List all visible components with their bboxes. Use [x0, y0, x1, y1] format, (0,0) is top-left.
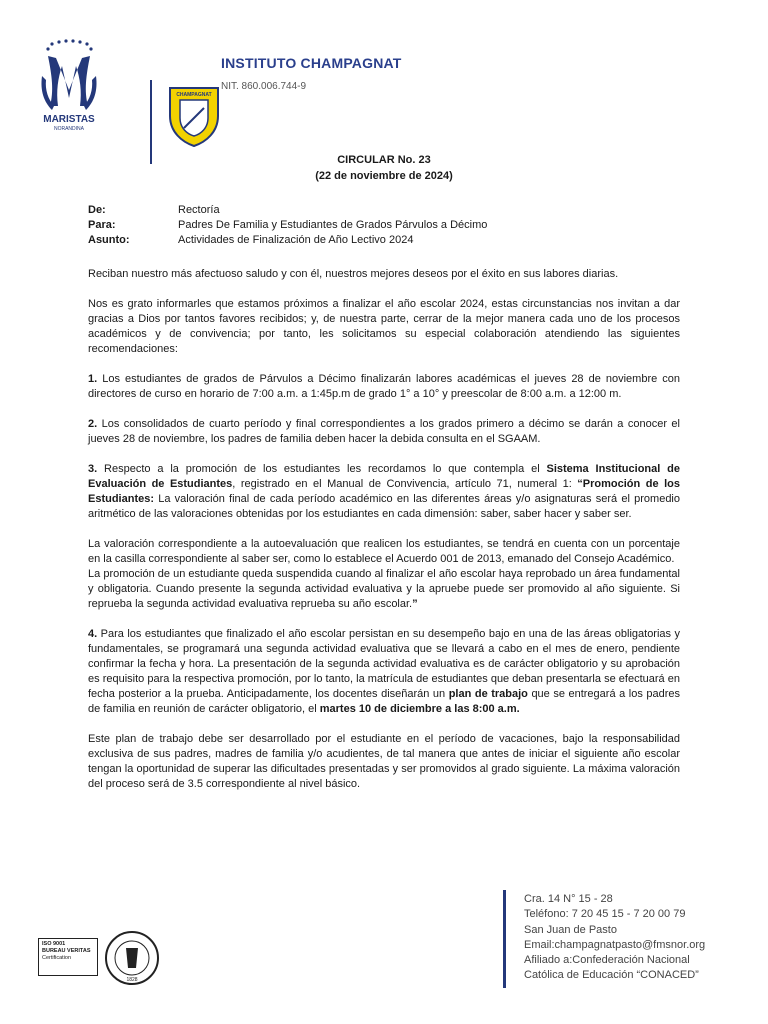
item-2-text: Los consolidados de cuarto período y final correspondientes a los grados primero a décimo se darán a conocer el jueves 28 de noviembre, los padres de familia deben hacer la debida consulta en el SGAAM.	[88, 418, 680, 445]
item-3-paragraph-3	[88, 567, 680, 612]
item-2	[88, 417, 680, 447]
meta-to-label: Para:	[88, 219, 116, 231]
footer-divider	[503, 890, 506, 988]
item-4-text-a: Para los estudiantes que finalizado el año escolar persistan en su desempeño bajo en una de las áreas obligatorias y fundamentales, se programará una segunda actividad evaluativa que se llevará a cabo en el mes de enero, pendiente confirmar la fecha y hora. La presentación de la segunda actividad evaluativa es de carácter obligatorio y su aprobación es requisito para la respectiva promoción, por lo tanto, la matrícula de estudiantes que deban presentarla se efectuará en fecha posterior a la prueba. Anticipadamente, los docentes diseñarán un	[88, 628, 680, 700]
circular-meta	[88, 203, 487, 248]
meta-from	[88, 203, 487, 218]
logo-text: MARISTAS	[43, 114, 95, 125]
header-divider	[150, 80, 152, 164]
circular-date: (22 de noviembre de 2024)	[315, 170, 453, 182]
shield-logo	[166, 82, 222, 148]
item-3-number: 3.	[88, 463, 98, 475]
institution-name: INSTITUTO CHAMPAGNAT	[221, 55, 402, 71]
item-3-promotion-heading: “Promoción de los Estudiantes:	[88, 478, 681, 505]
footer-contact	[524, 892, 705, 984]
institution-nit: NIT. 860.006.744-9	[221, 81, 307, 92]
meta-to-value: Padres De Familia y Estudiantes de Grados Párvulos a Décimo	[178, 219, 488, 231]
logo-subtext: NORANDINA	[53, 126, 85, 132]
greeting: Reciban nuestro más afectuoso saludo y con él, nuestros mejores deseos por el éxito en sus labores diarias.	[88, 268, 619, 280]
item-4-plan: plan de trabajo	[448, 688, 528, 700]
footer-affiliation-2: Católica de Educación “CONACED”	[524, 969, 699, 982]
meta-subject-value: Actividades de Finalización de Año Lectivo 2024	[178, 234, 414, 246]
footer-phone: Teléfono: 7 20 45 15 - 7 20 00 79	[524, 908, 686, 921]
item-1-text: Los estudiantes de grados de Párvulos a Décimo finalizarán labores académicas el jueves 28 de noviembre con directores de curso en horario de 7:00 a.m. a 1:45p.m de grado 1° a 10° y preescolar de 8:00 a.m. a 12:00 m.	[88, 373, 680, 400]
iso-line-1: ISO 9001	[42, 941, 66, 947]
closing-paragraph: Este plan de trabajo debe ser desarrollado por el estudiante en el período de vacaciones, bajo la responsabilidad exclusiva de sus padres, madres de familia y/o acudientes, de tal manera que antes de iniciar el siguiente año escolar tengan la oportunidad de superar las dificultades presentadas y ser promovidos al grado siguiente. La máxima valoración del proceso será de 3.5 correspondiente al nivel básico.	[88, 733, 680, 790]
meta-from-value: Rectoría	[178, 204, 220, 216]
item-1-number: 1.	[88, 373, 98, 385]
meta-subject-label: Asunto:	[88, 234, 130, 246]
intro-paragraph: Nos es grato informarles que estamos próximos a finalizar el año escolar 2024, estas circunstancias nos invitan a dar gracias a Dios por tantos favores recibidos; y, de nuestra parte, cerrar de la mejor manera cada uno de los procesos académicos y de convivencia; por tanto, les solicitamos su especial colaboración atendiendo las siguientes recomendaciones:	[88, 298, 680, 355]
item-3-text-c: , registrado en el Manual de Convivencia, artículo 71, numeral 1:	[232, 478, 578, 490]
seal-year: 1828	[126, 977, 138, 983]
item-3-paragraph-3-text: La promoción de un estudiante queda suspendida cuando al finalizar el año escolar haya reprobado un área fundamental y obligatoria. Cuando presente la segunda actividad evaluativa y la apruebe puede ser promovido al año siguiente. Si reprueba la segunda actividad evaluativa reprueba su año escolar.	[88, 568, 680, 610]
meta-subject	[88, 233, 487, 248]
footer-city: San Juan de Pasto	[524, 923, 617, 936]
circular-body	[88, 267, 680, 807]
header-logos	[38, 36, 212, 136]
iso-line-3: Certification	[42, 955, 72, 961]
item-4-number: 4.	[88, 628, 98, 640]
item-4-date: martes 10 de diciembre a las 8:00 a.m.	[319, 703, 520, 715]
item-1	[88, 372, 680, 402]
iso-certification-badge	[38, 938, 98, 976]
footer-email[interactable]: Email:champagnatpasto@fmsnor.org	[524, 938, 706, 951]
meta-from-label: De:	[88, 204, 106, 216]
footer-affiliation: Afiliado a:Confederación Nacional	[524, 954, 690, 967]
item-2-number: 2.	[88, 418, 98, 430]
item-3-text-e: La valoración final de cada período académico en las diferentes áreas y/o asignaturas será el promedio aritmético de las valoraciones obtenidas por los estudiantes en cada dimensión: saber, saber hacer y saber ser.	[88, 493, 680, 520]
item-3	[88, 462, 680, 522]
item-3-sie: Sistema Institucional de Evaluación de Estudiantes	[88, 463, 680, 490]
shield-text: CHAMPAGNAT	[176, 92, 212, 98]
bureau-veritas-seal	[104, 930, 160, 986]
iso-line-2: BUREAU VERITAS	[42, 948, 91, 954]
item-3-close-quote: ”	[412, 598, 418, 610]
circular-title: CIRCULAR No. 23	[337, 154, 431, 166]
item-3-text-a: Respecto a la promoción de los estudiantes les recordamos lo que contempla el	[97, 463, 547, 475]
item-4-text-c: que se entregará a los padres de familia en reunión de carácter obligatorio, el	[88, 688, 680, 715]
maristas-logo	[38, 36, 100, 132]
footer-address: Cra. 14 N° 15 - 28	[524, 893, 613, 905]
item-4	[88, 627, 680, 717]
item-3-paragraph-2: La valoración correspondiente a la autoevaluación que realicen los estudiantes, se tendrá en cuenta con un porcentaje en la casilla correspondiente al saber ser, como lo establece el Acuerdo 001 de 2013, emanado del Consejo Académico.	[88, 538, 680, 565]
meta-to	[88, 218, 487, 233]
